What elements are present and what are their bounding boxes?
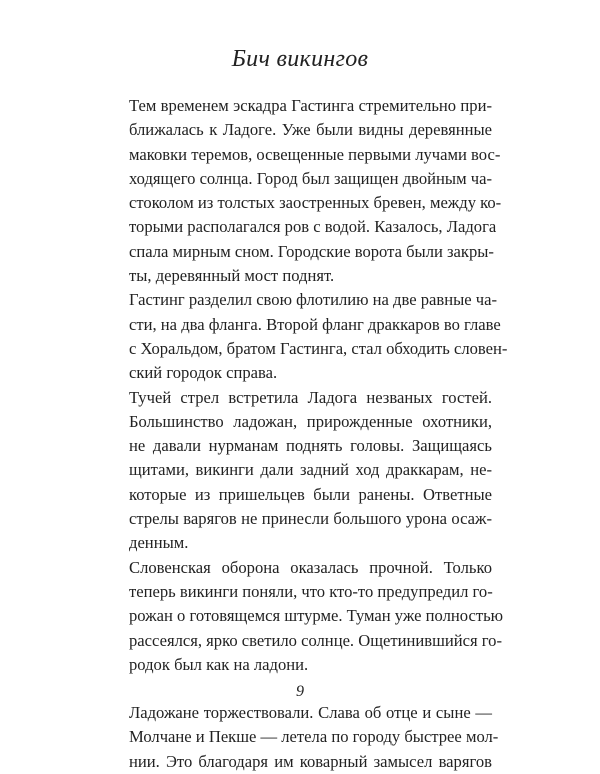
text-line: не давали нурманам поднять головы. Защищаясь	[129, 436, 492, 456]
text-line: Словенская оборона оказалась прочной. Только	[129, 557, 492, 577]
paragraph-1	[110, 94, 502, 288]
text-line: Тем временем эскадра Гастинга стремительно при-	[129, 96, 492, 115]
text-line: ты, деревянный мост поднят.	[129, 266, 335, 286]
page-number: 9	[296, 683, 304, 700]
text-line: ходящего солнца. Город был защищен двойным ча-	[129, 168, 492, 188]
running-title: Бич викингов	[231, 46, 369, 72]
text-line: Большинство ладожан, прирожденные охотники,	[129, 411, 492, 431]
text-line: ближалась к Ладоге. Уже были видны деревянные	[129, 120, 492, 140]
text-line: Молчане и Пекше — летела по городу быстрее мол-	[129, 727, 499, 747]
text-line: ский городок справа.	[129, 363, 278, 383]
text-line: маковки теремов, освещенные первыми лучами вос-	[129, 144, 501, 164]
paragraph-2	[110, 288, 508, 385]
text-line: денным.	[129, 533, 189, 553]
paragraph-3	[110, 386, 492, 556]
text-line: которые из пришельцев были ранены. Ответные	[129, 484, 492, 504]
text-line: родок был как на ладони.	[129, 654, 309, 674]
text-line: стрелы варягов не принесли большого урона осаж-	[129, 509, 492, 529]
text-line: Тучей стрел встретила Ладога незваных гостей.	[129, 387, 492, 407]
text-line: Гастинг разделил свою флотилию на две равные ча-	[129, 290, 498, 310]
text-line: сти, на два фланга. Второй фланг драккаров во главе	[129, 314, 501, 334]
paragraph-4	[110, 556, 504, 677]
text-line: щитами, викинги дали задний ход драккарам, не-	[129, 460, 492, 480]
text-line: рассеялся, ярко светило солнце. Ощетинившийся го-	[129, 630, 502, 650]
text-line: с Хоральдом, братом Гастинга, стал обходить словен-	[129, 338, 508, 358]
text-line: теперь викинги поняли, что кто-то предупредил го-	[129, 581, 493, 601]
text-line: спала мирным сном. Городские ворота были закры-	[129, 241, 494, 261]
text-line: рожан о готовящемся штурме. Туман уже полностью	[129, 606, 504, 626]
text-line: торыми располагался ров с водой. Казалось, Ладога	[129, 217, 497, 237]
body-text	[110, 94, 508, 774]
text-line: Ладожане торжествовали. Слава об отце и сыне —	[129, 703, 492, 723]
text-line: стоколом из толстых заостренных бревен, между ко-	[129, 193, 502, 213]
paragraph-5	[110, 701, 499, 774]
text-line: нии. Это благодаря им коварный замысел варягов	[129, 751, 492, 771]
